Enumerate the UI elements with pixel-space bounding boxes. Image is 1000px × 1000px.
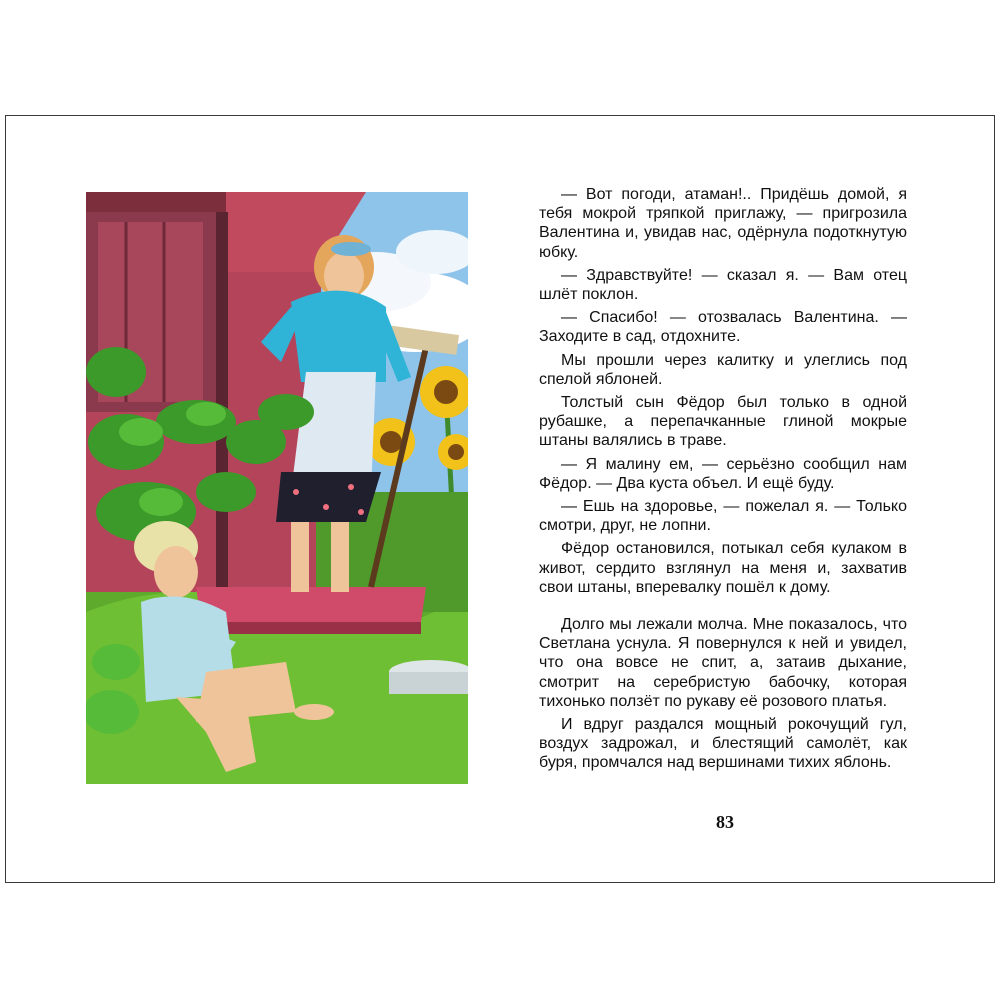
paragraph: — Здравствуйте! — сказал я. — Вам отец шлёт поклон. <box>539 266 907 304</box>
paragraph: Мы прошли через калитку и улеглись под спелой яблоней. <box>539 351 907 388</box>
paragraph: Толстый сын Фёдор был только в одной рубашке, а перепачканные глиной мокрые штаны валялись в траве. <box>539 394 907 450</box>
paragraph: — Ешь на здоровье, — пожелал я. — Только смотри, друг, не лопни. <box>539 498 907 535</box>
page-number: 83 <box>716 812 734 832</box>
paragraph: — Я малину ем, — серьёзно сообщил нам Фёдор. — Два куста объел. И ещё буду. <box>539 455 907 492</box>
paragraph: И вдруг раздался мощный рокочущий гул, воздух задрожал, и блестящий самолёт, как буря, промчался над вершинами тихих яблонь. <box>539 716 907 772</box>
paragraph: — Спасибо! — отозвалась Валентина. — Заходите в сад, отдохните. <box>539 309 907 346</box>
paragraph: Долго мы лежали молча. Мне показалось, что Светлана уснула. Я повернулся к ней и увидел, что она вовсе не спит, а, затаив дыхание, смотрит на серебристую бабочку, которая тихонько ползёт по рукаву её розового платья. <box>539 616 907 710</box>
section-break <box>539 601 907 615</box>
body-text <box>539 185 907 777</box>
illustration-woman-and-boy-in-garden <box>86 192 468 784</box>
paragraph: Фёдор остановился, потыкал себя кулаком в живот, сердито взглянул на меня и, захватив свои штаны, вперевалку пошёл к дому. <box>539 540 907 596</box>
illustration-image <box>86 192 468 784</box>
paragraph: — Вот погоди, атаман!.. Придёшь домой, я тебя мокрой тряпкой приглажу, — пригрозила Валентина и, увидав нас, одёрнула подоткнутую юбку. <box>539 186 907 261</box>
